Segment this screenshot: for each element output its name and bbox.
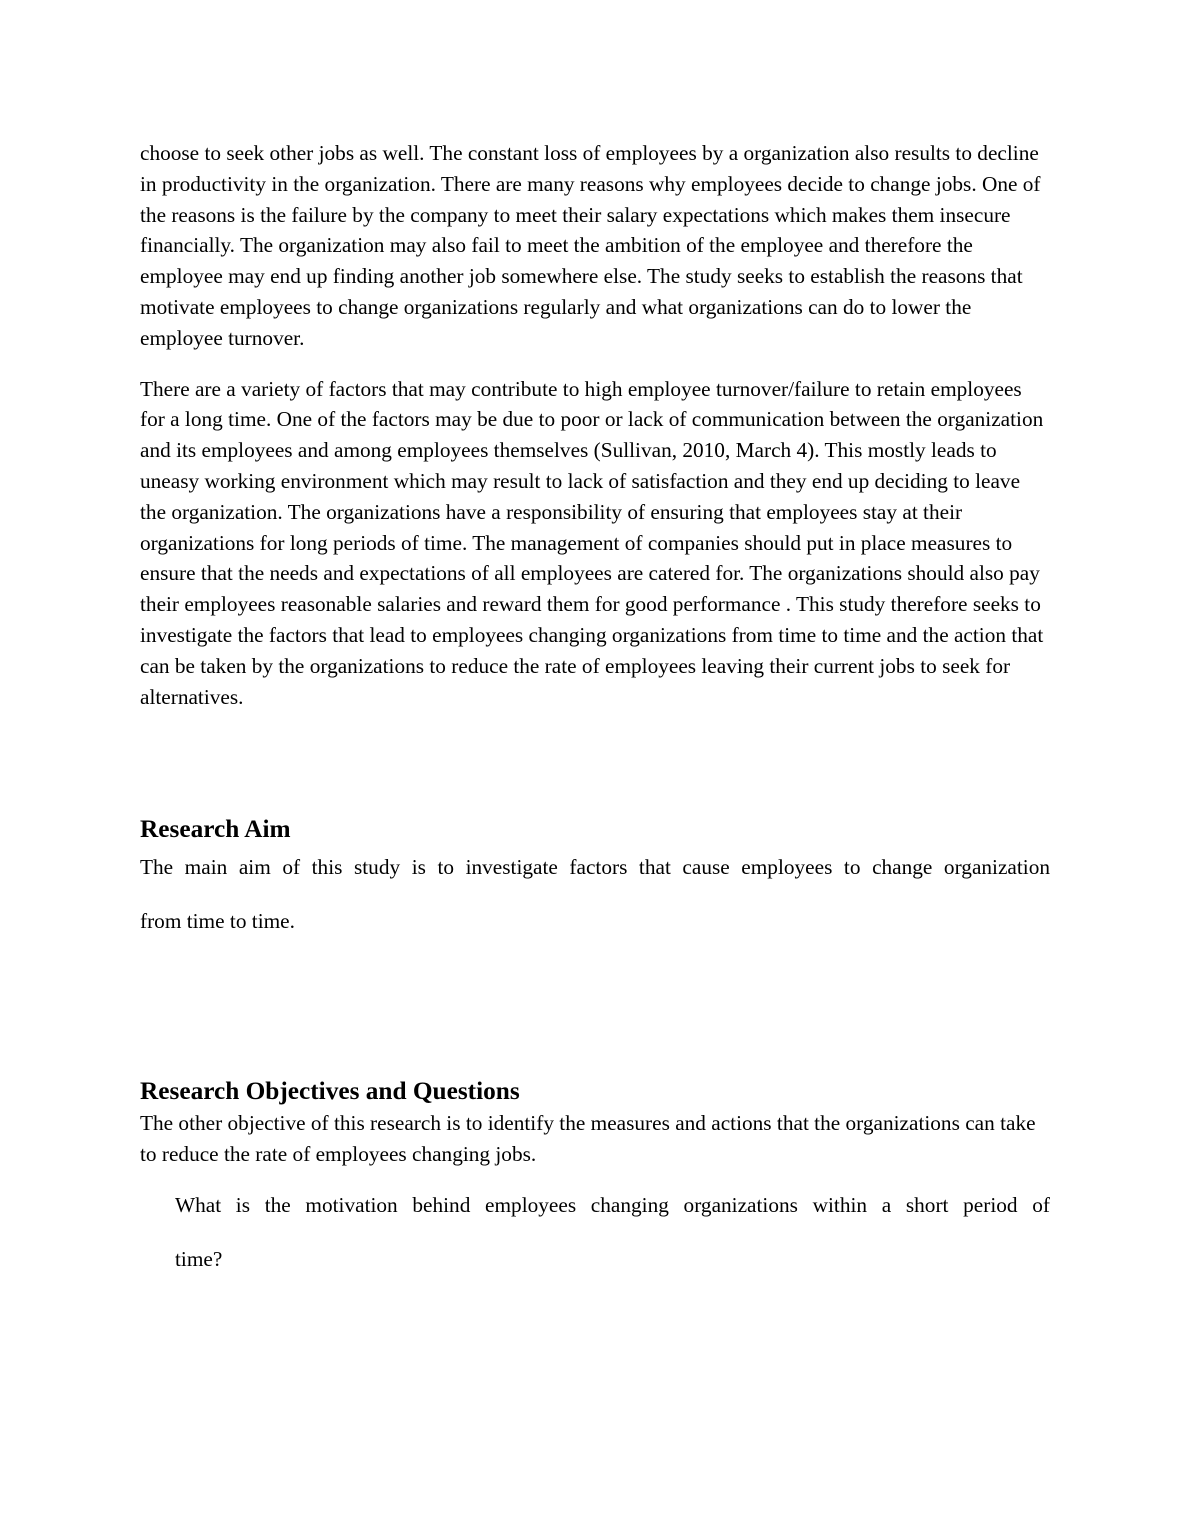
- research-question-line-1: What is the motivation behind employees changing organizations within a short period of: [175, 1192, 1050, 1217]
- research-question-line-2: time?: [175, 1246, 223, 1271]
- research-objectives-heading: Research Objectives and Questions: [140, 1077, 520, 1106]
- research-objectives-text: The other objective of this research is to identify the measures and actions that the organizations can take to reduce the rate of employees changing jobs.: [140, 1111, 1036, 1167]
- document-page: [140, 138, 1050, 1286]
- research-aim-line-1: The main aim of this study is to investigate factors that cause employees to change organization: [140, 855, 1050, 880]
- body-paragraph-1: choose to seek other jobs as well. The constant loss of employees by a organization also results to decline in productivity in the organization. There are many reasons why employees decide to change jobs. One of the reasons is the failure by the company to meet their salary expectations which makes them insecure financially. The organization may also fail to meet the ambition of the employee and therefore the employee may end up finding another job somewhere else. The study seeks to establish the reasons that motivate employees to change organizations regularly and what organizations can do to lower the employee turnover.: [140, 141, 1041, 350]
- body-paragraph-2: There are a variety of factors that may contribute to high employee turnover/failure to retain employees for a long time. One of the factors may be due to poor or lack of communication between the organization and its employees and among employees themselves (Sullivan, 2010, March 4). This mostly leads to uneasy working environment which may result to lack of satisfaction and they end up deciding to leave the organization. The organizations have a responsibility of ensuring that employees stay at their organizations for long periods of time. The management of companies should put in place measures to ensure that the needs and expectations of all employees are catered for. The organizations should also pay their employees reasonable salaries and reward them for good performance . This study therefore seeks to investigate the factors that lead to employees changing organizations from time to time and the action that can be taken by the organizations to reduce the rate of employees leaving their current jobs to seek for alternatives.: [140, 376, 1044, 709]
- research-aim-line-2: from time to time.: [140, 909, 295, 934]
- research-aim-heading: Research Aim: [140, 815, 291, 844]
